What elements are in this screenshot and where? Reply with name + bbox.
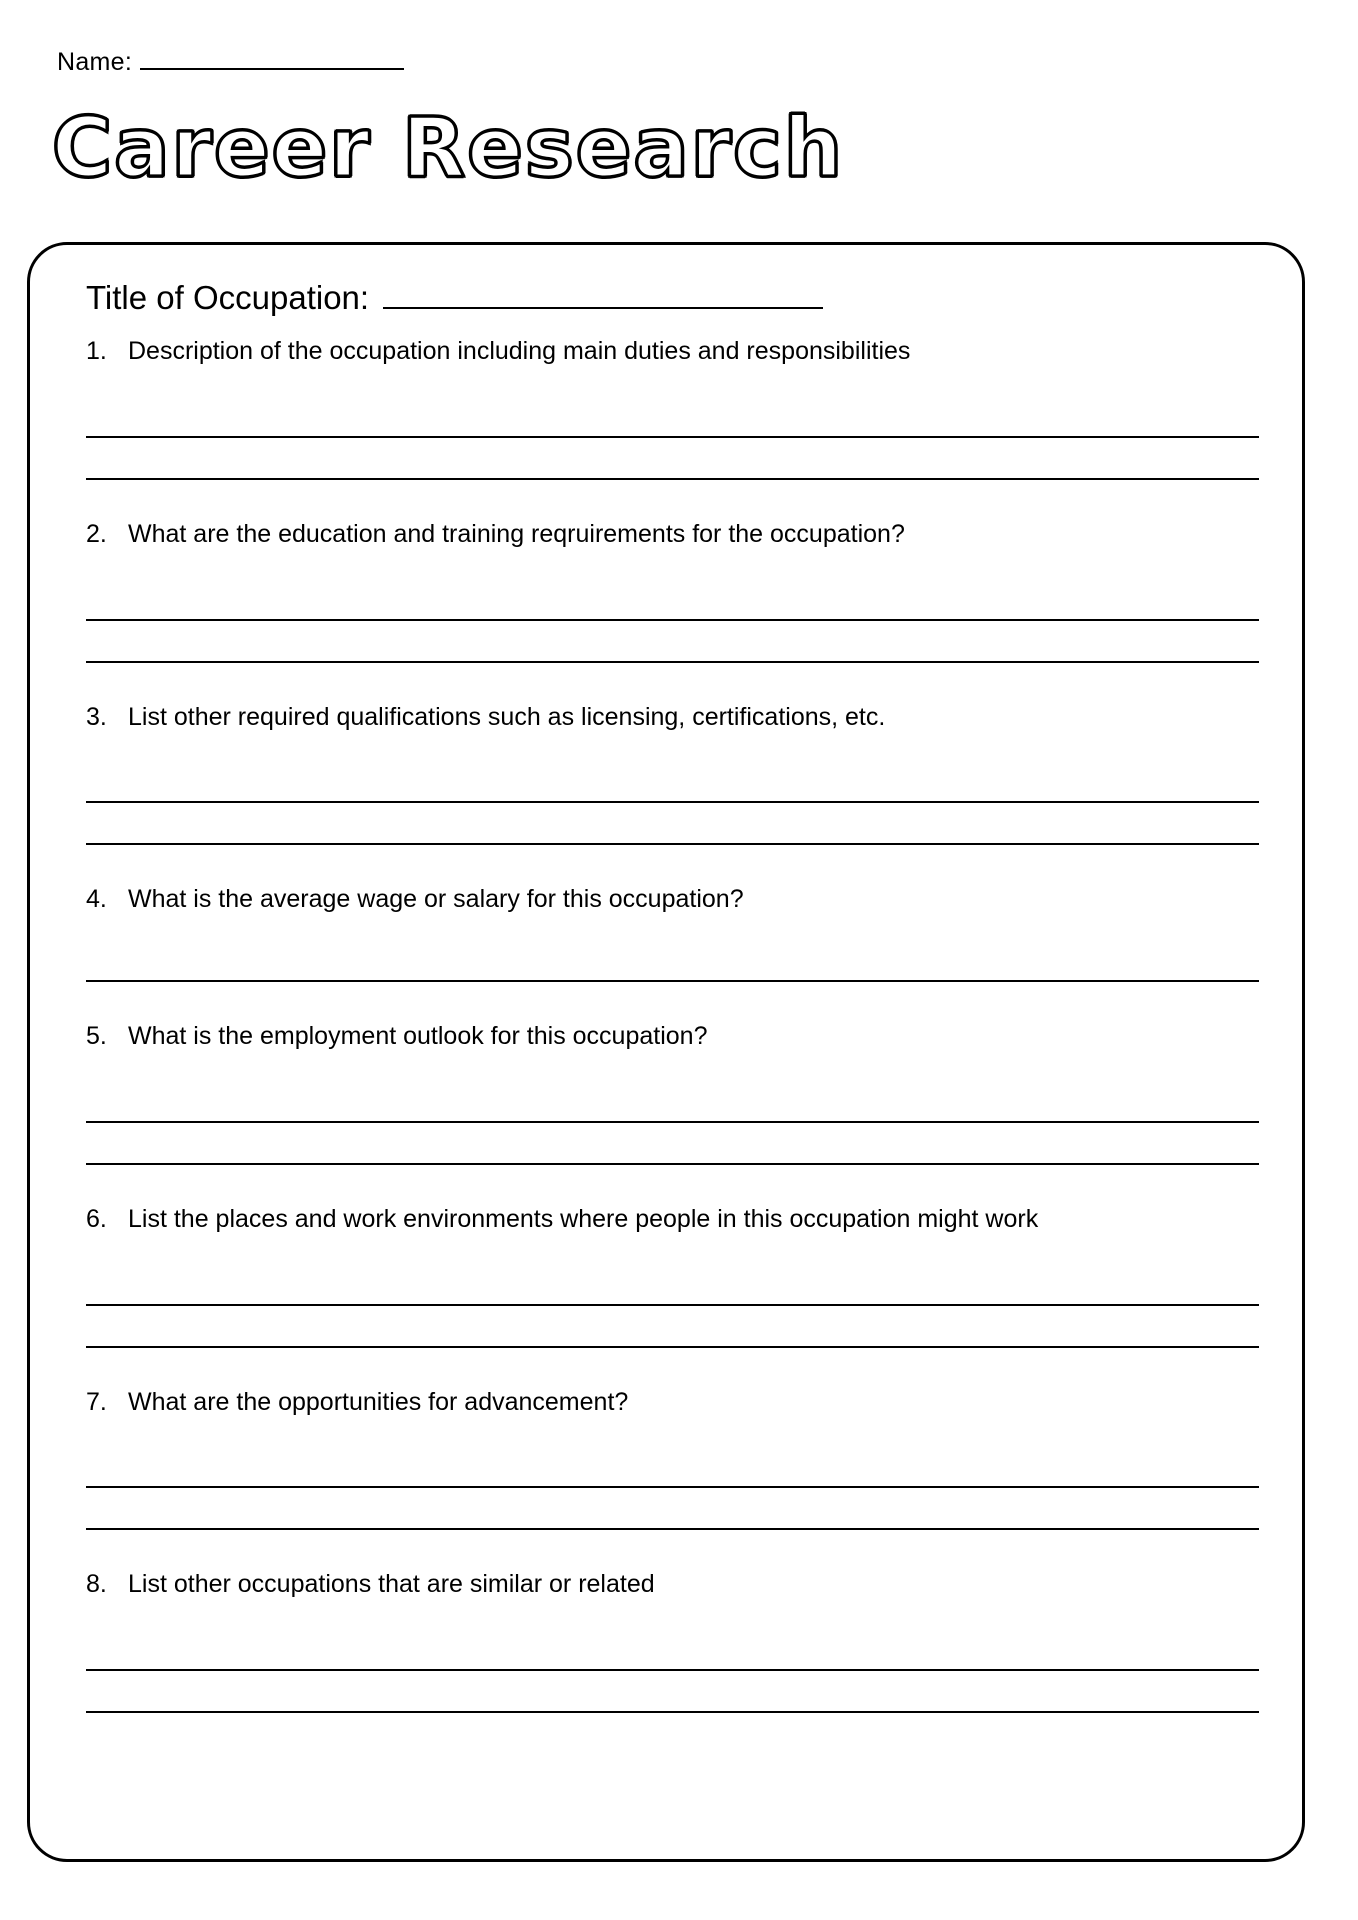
answer-line[interactable] (86, 621, 1259, 663)
answer-lines (86, 940, 1272, 982)
question-block (30, 337, 1302, 480)
question-number: 4. (86, 885, 107, 914)
spacer (30, 663, 1302, 703)
question-text-row (86, 885, 1272, 914)
question-number: 5. (86, 1022, 107, 1050)
question-prompt: List other occupations that are similar or related (128, 1570, 655, 1599)
answer-line[interactable] (86, 940, 1259, 982)
question-prompt: Description of the occupation including main duties and responsibilities (128, 337, 911, 365)
question-block (30, 1205, 1302, 1348)
question-number: 3. (86, 702, 107, 731)
question-text-row (86, 1388, 1272, 1417)
answer-line[interactable] (86, 1671, 1259, 1713)
spacer (30, 1165, 1302, 1205)
worksheet-content-box (27, 242, 1305, 1862)
question-prompt: What are the education and training reqruirements for the occupation? (128, 519, 905, 548)
spacer (30, 982, 1302, 1022)
question-prompt: What is the average wage or salary for this occupation? (128, 885, 744, 914)
question-prompt: List the places and work environments where people in this occupation might work (128, 1204, 1039, 1233)
question-number: 1. (86, 337, 107, 365)
occupation-write-in-blank[interactable] (383, 281, 823, 309)
question-block (30, 520, 1302, 663)
question-block (30, 1022, 1302, 1165)
occupation-label: Title of Occupation: (86, 279, 370, 316)
question-text-row (86, 703, 1272, 732)
question-number: 7. (86, 1387, 107, 1416)
answer-lines (86, 757, 1272, 845)
question-block (30, 1388, 1302, 1531)
question-text-row (86, 1022, 1272, 1051)
occupation-title-row (86, 279, 823, 317)
answer-line[interactable] (86, 1260, 1259, 1306)
spacer (30, 480, 1302, 520)
answer-line[interactable] (86, 438, 1259, 480)
question-block (30, 1570, 1302, 1713)
answer-lines (86, 392, 1272, 480)
answer-line[interactable] (86, 1306, 1259, 1348)
answer-lines (86, 575, 1272, 663)
question-text-row (86, 1205, 1272, 1234)
question-block (30, 885, 1302, 982)
name-field-row (57, 48, 404, 77)
spacer (30, 1348, 1302, 1388)
answer-line[interactable] (86, 1488, 1259, 1530)
question-text-row (86, 337, 1272, 366)
answer-line[interactable] (86, 1442, 1259, 1488)
question-prompt: List other required qualifications such as licensing, certifications, etc. (128, 702, 886, 731)
answer-line[interactable] (86, 392, 1259, 438)
question-number: 8. (86, 1570, 107, 1599)
question-number: 2. (86, 519, 107, 548)
answer-line[interactable] (86, 1123, 1259, 1165)
answer-line[interactable] (86, 803, 1259, 845)
question-prompt: What are the opportunities for advancement? (128, 1387, 629, 1416)
spacer (30, 1530, 1302, 1570)
question-list (30, 337, 1302, 1713)
answer-lines (86, 1260, 1272, 1348)
question-text-row (86, 1570, 1272, 1599)
answer-lines (86, 1625, 1272, 1713)
question-text-row (86, 520, 1272, 549)
answer-line[interactable] (86, 575, 1259, 621)
answer-line[interactable] (86, 1625, 1259, 1671)
question-prompt: What is the employment outlook for this occupation? (128, 1022, 708, 1050)
page-title: Career Research (52, 101, 845, 196)
name-write-in-blank[interactable] (140, 48, 404, 70)
name-label: Name: (57, 48, 133, 76)
answer-line[interactable] (86, 1077, 1259, 1123)
spacer (30, 845, 1302, 885)
question-number: 6. (86, 1204, 107, 1233)
answer-lines (86, 1077, 1272, 1165)
question-block (30, 703, 1302, 846)
answer-lines (86, 1442, 1272, 1530)
answer-line[interactable] (86, 757, 1259, 803)
